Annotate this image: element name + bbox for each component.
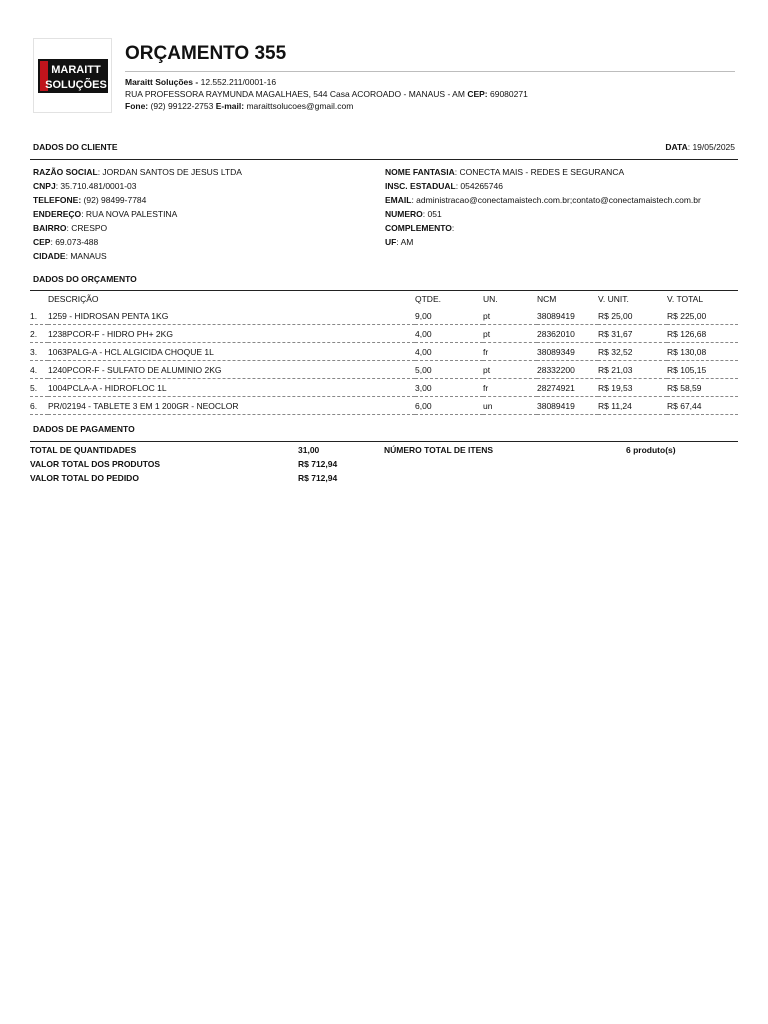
- item-qty: 3,00: [415, 379, 483, 397]
- field-value: : RUA NOVA PALESTINA: [81, 209, 178, 219]
- table-row: [30, 343, 738, 361]
- item-ncm: 28332200: [537, 361, 598, 379]
- total-order-label: VALOR TOTAL DO PEDIDO: [30, 473, 139, 483]
- item-total: R$ 67,44: [667, 397, 738, 415]
- table-row: [30, 325, 738, 343]
- field-label: INSC. ESTADUAL: [385, 181, 456, 191]
- quote-section-title: DADOS DO ORÇAMENTO: [33, 274, 137, 284]
- item-qty: 4,00: [415, 343, 483, 361]
- num-items-label: NÚMERO TOTAL DE ITENS: [384, 445, 494, 455]
- total-products-value: R$ 712,94: [298, 459, 338, 469]
- client-field: [385, 235, 701, 249]
- company-email: maraittsolucoes@gmail.com: [246, 101, 354, 111]
- col-header: NCM: [537, 294, 557, 304]
- item-number: 5.: [30, 379, 48, 397]
- item-description: PR/02194 - TABLETE 3 EM 1 200GR - NEOCLOR: [48, 397, 415, 415]
- field-value: : administracao@conectamaistech.com.br;contato@conectamaistech.com.br: [411, 195, 701, 205]
- client-field: [33, 165, 242, 179]
- company-address: RUA PROFESSORA RAYMUNDA MAGALHAES, 544 Casa ACOROADO - MANAUS - AM: [125, 89, 465, 99]
- table-row: [30, 361, 738, 379]
- client-section-title: DADOS DO CLIENTE: [33, 142, 118, 152]
- item-total: R$ 225,00: [667, 307, 738, 325]
- col-header: DESCRIÇÃO: [48, 294, 99, 304]
- payment-divider: [30, 441, 738, 442]
- field-value: : JORDAN SANTOS DE JESUS LTDA: [97, 167, 242, 177]
- client-divider: [30, 159, 738, 160]
- field-value: : MANAUS: [65, 251, 107, 261]
- item-ncm: 38089419: [537, 307, 598, 325]
- item-number: 4.: [30, 361, 48, 379]
- table-row: [30, 379, 738, 397]
- date-value: : 19/05/2025: [687, 142, 735, 152]
- field-value: : CONECTA MAIS - REDES E SEGURANCA: [454, 167, 625, 177]
- field-value: : AM: [396, 237, 414, 247]
- client-right-column: [385, 165, 701, 249]
- field-value: : 051: [422, 209, 442, 219]
- col-header: V. UNIT.: [598, 294, 629, 304]
- company-phone: (92) 99122-2753: [150, 101, 214, 111]
- company-cep-label: CEP:: [467, 89, 488, 99]
- field-label: NUMERO: [385, 209, 423, 219]
- company-info: [125, 76, 528, 112]
- client-field: [385, 207, 701, 221]
- client-left-column: [33, 165, 242, 263]
- title-divider: [125, 71, 735, 72]
- field-value: : 35.710.481/0001-03: [55, 181, 137, 191]
- client-field: [33, 235, 242, 249]
- date-label: DATA: [665, 142, 688, 152]
- field-label: CEP: [33, 237, 51, 247]
- item-unit-price: R$ 11,24: [598, 397, 667, 415]
- client-field: [385, 165, 701, 179]
- field-label: TELEFONE:: [33, 195, 82, 205]
- company-name: Maraitt Soluções -: [125, 77, 199, 87]
- total-order-value: R$ 712,94: [298, 473, 338, 483]
- num-items-value: 6 produto(s): [626, 445, 676, 455]
- field-label: BAIRRO: [33, 223, 67, 233]
- field-value: : 054265746: [455, 181, 503, 191]
- item-number: 3.: [30, 343, 48, 361]
- item-unit: pt: [483, 325, 537, 343]
- item-ncm: 38089349: [537, 343, 598, 361]
- field-label: EMAIL: [385, 195, 412, 205]
- item-description: 1238PCOR-F - HIDRO PH+ 2KG: [48, 325, 415, 343]
- item-number: 1.: [30, 307, 48, 325]
- client-field: [385, 179, 701, 193]
- field-value: (92) 98499-7784: [81, 195, 147, 205]
- item-qty: 5,00: [415, 361, 483, 379]
- item-total: R$ 58,59: [667, 379, 738, 397]
- field-value: :: [451, 223, 455, 233]
- logo-text-top: MARAITT: [50, 63, 101, 76]
- company-cep: 69080271: [490, 89, 528, 99]
- client-field: [33, 193, 242, 207]
- item-ncm: 38089419: [537, 397, 598, 415]
- client-field: [385, 221, 701, 235]
- table-header-row: [30, 291, 738, 307]
- col-header: UN.: [483, 294, 498, 304]
- company-logo: [33, 38, 112, 113]
- item-ncm: 28362010: [537, 325, 598, 343]
- item-unit-price: R$ 21,03: [598, 361, 667, 379]
- item-qty: 9,00: [415, 307, 483, 325]
- payment-section-title: DADOS DE PAGAMENTO: [33, 424, 135, 434]
- field-value: : 69.073-488: [50, 237, 99, 247]
- field-label: CIDADE: [33, 251, 66, 261]
- logo-text-bottom: SOLUÇÕES: [44, 78, 107, 91]
- field-value: : CRESPO: [66, 223, 108, 233]
- item-description: 1259 - HIDROSAN PENTA 1KG: [48, 307, 415, 325]
- item-unit-price: R$ 19,53: [598, 379, 667, 397]
- company-phone-label: Fone:: [125, 101, 149, 111]
- item-unit: pt: [483, 307, 537, 325]
- item-unit: fr: [483, 379, 537, 397]
- col-header: V. TOTAL: [667, 294, 704, 304]
- item-total: R$ 130,08: [667, 343, 738, 361]
- field-label: NOME FANTASIA: [385, 167, 455, 177]
- client-field: [385, 193, 701, 207]
- client-field: [33, 207, 242, 221]
- field-label: COMPLEMENTO: [385, 223, 452, 233]
- client-field: [33, 249, 242, 263]
- field-label: UF: [385, 237, 397, 247]
- item-number: 2.: [30, 325, 48, 343]
- item-total: R$ 126,68: [667, 325, 738, 343]
- item-unit: un: [483, 397, 537, 415]
- item-ncm: 28274921: [537, 379, 598, 397]
- item-description: 1240PCOR-F - SULFATO DE ALUMINIO 2KG: [48, 361, 415, 379]
- item-total: R$ 105,15: [667, 361, 738, 379]
- item-qty: 4,00: [415, 325, 483, 343]
- company-cnpj: 12.552.211/0001-16: [200, 77, 277, 87]
- company-email-label: E-mail:: [215, 101, 245, 111]
- total-qty-label: TOTAL DE QUANTIDADES: [30, 445, 137, 455]
- item-description: 1004PCLA-A - HIDROFLOC 1L: [48, 379, 415, 397]
- item-description: 1063PALG-A - HCL ALGICIDA CHOQUE 1L: [48, 343, 415, 361]
- document-title: ORÇAMENTO 355: [125, 43, 287, 64]
- item-unit: pt: [483, 361, 537, 379]
- item-unit-price: R$ 32,52: [598, 343, 667, 361]
- field-label: CNPJ: [33, 181, 56, 191]
- items-table: [30, 291, 738, 415]
- item-unit-price: R$ 31,67: [598, 325, 667, 343]
- client-field: [33, 221, 242, 235]
- col-header: QTDE.: [415, 294, 441, 304]
- field-label: ENDEREÇO: [33, 209, 82, 219]
- client-field: [33, 179, 242, 193]
- item-number: 6.: [30, 397, 48, 415]
- field-label: RAZÃO SOCIAL: [33, 167, 98, 177]
- table-row: [30, 307, 738, 325]
- table-row: [30, 397, 738, 415]
- quote-date: [665, 142, 735, 152]
- total-products-label: VALOR TOTAL DOS PRODUTOS: [30, 459, 161, 469]
- total-qty-value: 31,00: [298, 445, 320, 455]
- item-unit: fr: [483, 343, 537, 361]
- logo-graphic: [38, 59, 108, 93]
- item-unit-price: R$ 25,00: [598, 307, 667, 325]
- item-qty: 6,00: [415, 397, 483, 415]
